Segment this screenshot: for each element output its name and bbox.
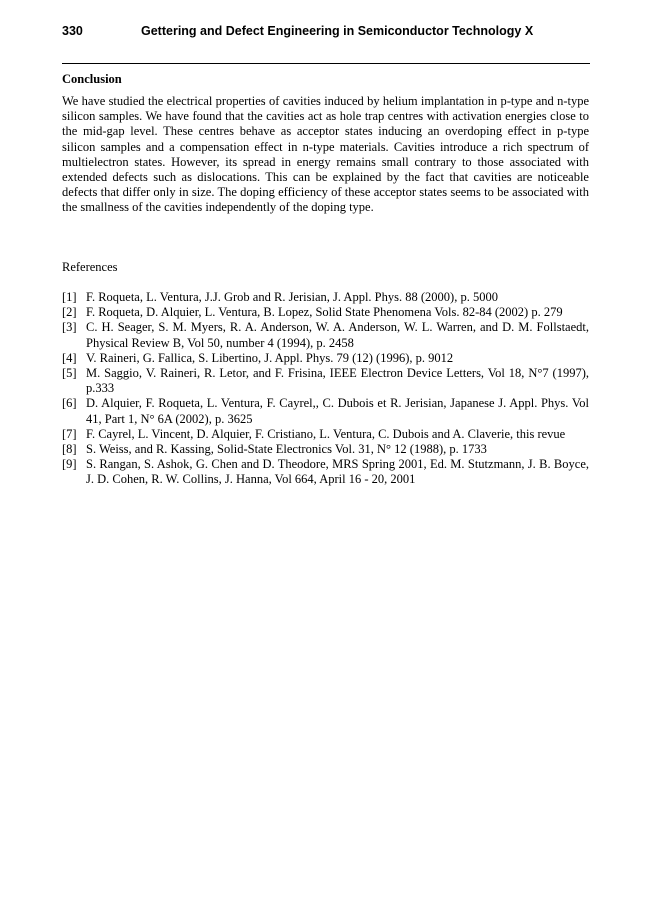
reference-item [62,366,589,396]
page-number: 330 [62,24,83,38]
reference-text: D. Alquier, F. Roqueta, L. Ventura, F. Cayrel,, C. Dubois et R. Jerisian, Japanese J. Appl. Phys. Vol 41, Part 1, N° 6A (2002), p. 3625 [86,396,589,426]
reference-item [62,442,589,457]
reference-text: C. H. Seager, S. M. Myers, R. A. Anderson, W. A. Anderson, W. L. Warren, and D. M. Follstaedt, Physical Review B, Vol 50, number 4 (1994), p. 2458 [86,320,589,350]
reference-item [62,427,589,442]
reference-list [62,290,589,488]
conclusion-paragraph: We have studied the electrical properties of cavities induced by helium implantation in p-type and n-type silicon samples. We have found that the cavities act as hole trap centres with activation energies close to the mid-gap level. These centres behave as acceptor states inducing an overdoping effect in p-type silicon samples and a compensation effect in n-type materials. Cavities introduce a rich spectrum of multielectron states. However, its spread in energy remains small contrary to those associated with extended defects such as dislocations. This can be explained by the fact that cavities are noticeable defects that differ only in size. The doping efficiency of these acceptor states seems to be associated with the smallness of the cavities independently of the doping type. [62,94,589,215]
reference-item [62,305,589,320]
reference-number: [3] [62,320,77,335]
running-title: Gettering and Defect Engineering in Semiconductor Technology X [141,24,534,38]
reference-text: S. Weiss, and R. Kassing, Solid-State Electronics Vol. 31, N° 12 (1988), p. 1733 [86,442,487,457]
reference-number: [4] [62,350,77,365]
reference-number: [1] [62,290,77,304]
reference-text: V. Raineri, G. Fallica, S. Libertino, J. Appl. Phys. 79 (12) (1996), p. 9012 [86,350,454,365]
reference-item [62,457,589,487]
reference-item [62,290,589,305]
reference-number: [9] [62,457,77,472]
reference-text: F. Cayrel, L. Vincent, D. Alquier, F. Cristiano, L. Ventura, C. Dubois and A. Claverie, this revue [86,426,566,441]
references-heading: References [62,260,118,274]
reference-number: [5] [62,366,77,381]
reference-item [62,320,589,350]
page-header [62,24,590,44]
reference-text: F. Roqueta, L. Ventura, J.J. Grob and R. Jerisian, J. Appl. Phys. 88 (2000), p. 5000 [86,290,498,304]
reference-text: F. Roqueta, D. Alquier, L. Ventura, B. Lopez, Solid State Phenomena Vols. 82-84 (2002) p. 279 [86,305,563,320]
reference-item [62,351,589,366]
reference-text: S. Rangan, S. Ashok, G. Chen and D. Theodore, MRS Spring 2001, Ed. M. Stutzmann, J. B. Boyce, J. D. Cohen, R. W. Collins, J. Hanna, Vol 664, April 16 - 20, 2001 [86,457,589,487]
reference-item [62,396,589,426]
reference-number: [8] [62,442,77,457]
header-divider [62,63,590,64]
reference-number: [7] [62,426,77,441]
reference-number: [2] [62,305,77,320]
reference-text: M. Saggio, V. Raineri, R. Letor, and F. Frisina, IEEE Electron Device Letters, Vol 18, N°7 (1997), p.333 [86,366,589,396]
reference-number: [6] [62,396,77,411]
conclusion-heading: Conclusion [62,72,122,86]
